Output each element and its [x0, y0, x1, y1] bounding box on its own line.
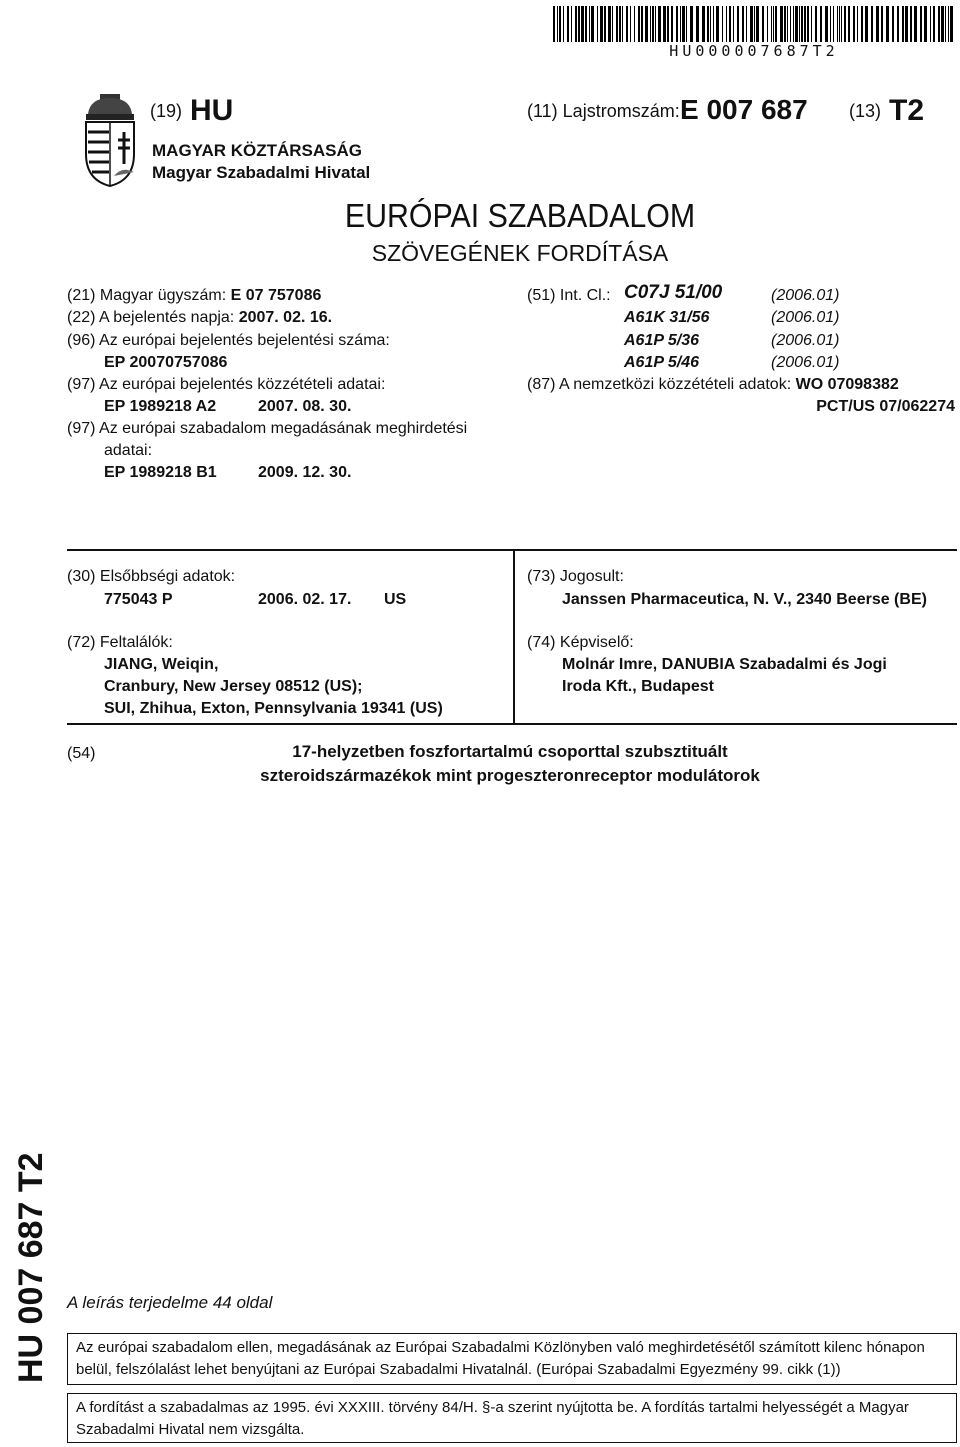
barcode-bar — [948, 6, 949, 42]
opposition-notice: Az európai szabadalom ellen, megadásának az Európai Szabadalmi Közlönyben való meghirdetésétől számított kilenc hónapon belül, felszólalást lehet benyújtani az Európai Szabadalmi Hivatalnál. (Európai Szabadalmi Egyezmény 99. cikk (1)) — [67, 1333, 957, 1385]
barcode-bar — [655, 6, 656, 42]
barcode-bar — [871, 6, 873, 42]
barcode-bar — [793, 6, 794, 42]
spine-number: HU 007 687 T2 — [12, 1152, 50, 1383]
barcode-bar — [638, 6, 640, 42]
barcode-bar — [881, 6, 883, 42]
barcode-bar — [750, 6, 753, 42]
barcode-bar — [641, 6, 643, 42]
barcode-bar — [771, 6, 772, 42]
barcode-bar — [559, 6, 561, 42]
barcode-bar — [756, 6, 759, 42]
barcode-bar — [713, 6, 714, 42]
barcode-bar — [795, 6, 798, 42]
field-87-value-1: WO 07098382 — [795, 376, 899, 393]
int-cl-code-1: C07J 51/00 — [624, 282, 723, 303]
barcode-bar — [811, 6, 812, 42]
barcode-bar — [742, 6, 744, 42]
int-cl-version-4: (2006.01) — [771, 354, 840, 371]
barcode-bar — [886, 6, 889, 42]
barcode-bar — [787, 6, 788, 42]
barcode-bar — [591, 6, 594, 42]
barcode-bar — [762, 6, 764, 42]
barcode-bar — [619, 6, 621, 42]
barcode-bar — [571, 6, 572, 42]
field-97b-label-1: (97) Az európai szabadalom megadásának meghirdetési — [67, 420, 468, 437]
barcode-bar — [563, 6, 564, 42]
kind-code: T2 — [889, 94, 925, 127]
barcode-bar — [680, 6, 681, 42]
field-21-label: (21) Magyar ügyszám: — [67, 287, 227, 304]
barcode-bar — [686, 6, 687, 42]
int-cl-version-3: (2006.01) — [771, 332, 840, 349]
barcode-bar — [938, 6, 940, 42]
barcode-bar — [767, 6, 768, 42]
barcode-bar — [616, 6, 618, 42]
field-30-country: US — [384, 591, 407, 608]
divider-bottom — [67, 723, 957, 725]
barcode-bar — [820, 6, 822, 42]
int-cl-code-3: A61P 5/36 — [624, 332, 700, 349]
barcode-bar — [608, 6, 611, 42]
barcode-bar — [722, 6, 723, 42]
barcode-bar — [581, 6, 584, 42]
barcode-bar — [604, 6, 606, 42]
barcode-bar — [876, 6, 879, 42]
field-54-code: (54) — [67, 745, 96, 762]
field-97a-number: EP 1989218 A2 — [104, 398, 217, 415]
barcode-bar — [914, 6, 917, 42]
barcode-bar — [865, 6, 868, 42]
barcode-bar — [663, 6, 666, 42]
inventor-line-3: SUI, Zhihua, Exton, Pennsylvania 19341 (US) — [104, 700, 443, 717]
barcode-bar — [920, 6, 922, 42]
barcode-bar — [716, 6, 719, 42]
barcode-bar — [575, 6, 577, 42]
barcode-bar — [844, 6, 846, 42]
organization-line-2: Magyar Szabadalmi Hivatal — [152, 163, 371, 182]
field-22 — [67, 307, 332, 329]
barcode-bar — [902, 6, 904, 42]
barcode-bar — [861, 6, 863, 42]
barcode-bar — [780, 6, 783, 42]
registration-number: E 007 687 — [680, 94, 808, 125]
barcode-number: HU000007687T2 — [669, 42, 839, 60]
barcode-bar — [773, 6, 774, 42]
barcode-bar — [853, 6, 855, 42]
barcode-bar — [682, 6, 685, 42]
barcode-bar — [897, 6, 899, 42]
invention-title — [160, 740, 860, 788]
field-22-label: (22) A bejelentés napja: — [67, 309, 235, 326]
invention-title-line-1: 17-helyzetben foszfortartalmú csoporttal szubsztituált — [292, 742, 728, 761]
field-97a-date: 2007. 08. 30. — [258, 398, 352, 415]
barcode-bar — [671, 6, 673, 42]
barcode-bar — [905, 6, 908, 42]
barcode-bar — [950, 6, 953, 42]
barcode-bar — [696, 6, 699, 42]
barcode-bar — [658, 6, 661, 42]
barcode-bar — [910, 6, 912, 42]
barcode-bar — [589, 6, 590, 42]
barcode-bar — [676, 6, 678, 42]
barcode-bar — [690, 6, 693, 42]
field-96-value: EP 20070757086 — [104, 354, 228, 371]
barcode-bar — [585, 6, 587, 42]
int-cl-version-2: (2006.01) — [771, 309, 840, 326]
field-97b-label-2: adatai: — [104, 442, 153, 459]
field-72-label: (72) Feltalálók: — [67, 634, 173, 651]
barcode-bar — [652, 6, 654, 42]
barcode-bar — [801, 6, 803, 42]
barcode-bar — [841, 6, 842, 42]
barcode-bar — [729, 6, 731, 42]
barcode-bar — [667, 6, 669, 42]
divider-top — [67, 549, 957, 551]
barcode-bar — [830, 6, 831, 42]
barcode-bar — [804, 6, 806, 42]
field-97b-number: EP 1989218 B1 — [104, 464, 217, 481]
barcode-bar — [702, 6, 705, 42]
divider-vertical — [513, 549, 515, 723]
barcode-bar — [737, 6, 739, 42]
barcode-bar — [857, 6, 858, 42]
barcode-bar — [746, 6, 747, 42]
barcode-bar — [784, 6, 786, 42]
barcode-bar — [630, 6, 631, 42]
barcode — [553, 6, 955, 46]
int-cl-code-2: A61K 31/56 — [624, 309, 710, 326]
barcode-bar — [578, 6, 580, 42]
barcode-bar — [930, 6, 931, 42]
int-cl-version-1: (2006.01) — [771, 287, 840, 304]
inventor-line-1: JIANG, Weiqin, — [104, 656, 219, 673]
field-30-date: 2006. 02. 17. — [258, 591, 352, 608]
barcode-bar — [710, 6, 711, 42]
translation-notice: A fordítást a szabadalmas az 1995. évi XXXIII. törvény 84/H. §-a szerint nyújtotta be. A fordítás tartalmi helyességét a Magyar Szabadalmi Hivatal nem vizsgálta. — [67, 1393, 957, 1443]
barcode-bar — [892, 6, 894, 42]
barcode-bar — [775, 6, 777, 42]
barcode-bar — [650, 6, 651, 42]
barcode-bar — [799, 6, 800, 42]
barcode-bar — [924, 6, 927, 42]
field-13-code: (13) — [849, 101, 882, 121]
field-21 — [67, 285, 321, 307]
barcode-bar — [807, 6, 809, 42]
coat-of-arms-icon — [80, 92, 140, 188]
country-code: HU — [190, 94, 234, 127]
barcode-bar — [833, 6, 834, 42]
field-74-line-2: Iroda Kft., Budapest — [562, 678, 715, 695]
barcode-bar — [941, 6, 944, 42]
barcode-bar — [612, 6, 613, 42]
barcode-bar — [790, 6, 791, 42]
field-97b-date: 2009. 12. 30. — [258, 464, 352, 481]
barcode-bar — [634, 6, 635, 42]
field-22-value: 2007. 02. 16. — [238, 309, 333, 326]
barcode-bar — [848, 6, 850, 42]
barcode-bar — [707, 6, 709, 42]
invention-title-line-2: szteroidszármazékok mint progeszteronreceptor modulátorok — [260, 766, 760, 785]
field-19-code: (19) — [150, 101, 183, 121]
barcode-bar — [626, 6, 628, 42]
int-cl-code-4: A61P 5/46 — [624, 354, 700, 371]
barcode-bar — [567, 6, 569, 42]
barcode-bar — [600, 6, 603, 42]
barcode-bar — [815, 6, 817, 42]
field-73-label: (73) Jogosult: — [527, 568, 624, 585]
document-subtitle: SZÖVEGÉNEK FORDÍTÁSA — [371, 240, 669, 266]
field-30-label: (30) Elsőbbségi adatok: — [67, 568, 236, 585]
barcode-bar — [825, 6, 828, 42]
barcode-bar — [597, 6, 598, 42]
field-96-label: (96) Az európai bejelentés bejelentési száma: — [67, 332, 390, 349]
field-30-number: 775043 P — [104, 591, 173, 608]
barcode-bar — [622, 6, 623, 42]
barcode-bar — [553, 6, 555, 42]
document-title: EURÓPAI SZABADALOM — [344, 197, 696, 234]
field-74-label: (74) Képviselő: — [527, 634, 634, 651]
field-51-label: (51) Int. Cl.: — [527, 287, 611, 304]
field-21-value: E 07 757086 — [230, 287, 322, 304]
field-97a-label: (97) Az európai bejelentés közzétételi adatai: — [67, 376, 386, 393]
field-87 — [527, 374, 899, 396]
field-87-label: (87) A nemzetközi közzétételi adatok: — [527, 376, 792, 393]
field-73-value: Janssen Pharmaceutica, N. V., 2340 Beerse (BE) — [562, 591, 927, 608]
barcode-bar — [645, 6, 648, 42]
barcode-bar — [945, 6, 946, 42]
barcode-bar — [754, 6, 755, 42]
page-count-note: A leírás terjedelme 44 oldal — [67, 1293, 273, 1312]
organization-line-1: MAGYAR KÖZTÁRSASÁG — [152, 141, 362, 160]
barcode-bar — [726, 6, 727, 42]
field-87-value-2: PCT/US 07/062274 — [816, 398, 955, 415]
field-11-label: (11) Lajstromszám: — [527, 101, 680, 121]
barcode-bar — [933, 6, 935, 42]
barcode-bar — [557, 6, 558, 42]
barcode-bar — [837, 6, 838, 42]
barcode-bar — [839, 6, 840, 42]
field-74-line-1: Molnár Imre, DANUBIA Szabadalmi és Jogi — [562, 656, 887, 673]
inventor-line-2: Cranbury, New Jersey 08512 (US); — [104, 678, 363, 695]
barcode-bar — [733, 6, 734, 42]
